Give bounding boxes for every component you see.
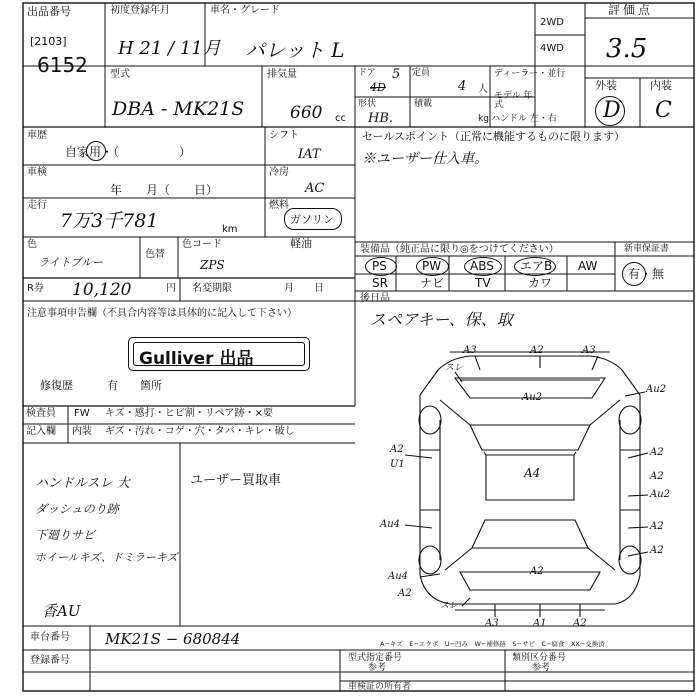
color-label: 色 (27, 239, 37, 250)
first-reg-value: H 21 / 11月 (118, 38, 221, 59)
equipment-label: 装備品（純正品に限り◎をつけてください） (360, 244, 559, 255)
recycle-unit: 円 (166, 283, 176, 294)
capacity-value: 4 (458, 79, 467, 94)
dmg-label: U1 (390, 459, 405, 470)
lot-number: 6152 (37, 53, 88, 77)
airbag-circle (514, 257, 556, 276)
au-note: 香AU (42, 602, 81, 620)
dmg-label: A2 (530, 566, 544, 577)
door-value: 5 (392, 67, 401, 82)
notes-label: 注意事項申告欄（不具合内容等は具体的に記入して下さい） (27, 308, 297, 319)
equip-airbag: エアB (520, 259, 553, 273)
chassis-label: 車台番号 (30, 632, 70, 643)
cert-label: 型式指定番号 (348, 653, 403, 663)
equip-pw: PW (422, 259, 442, 273)
dmg-label: A2 (650, 521, 664, 532)
warranty-label: 新車保証書 (624, 244, 670, 254)
inspector-label-1: 検査員 (26, 408, 56, 419)
dmg-label: Au2 (646, 384, 667, 395)
interior-label: 内装 (650, 79, 672, 92)
color-code-value: ZPS (200, 258, 225, 272)
dmg-label: A2 (650, 471, 664, 482)
recycle-value: 10,120 (72, 280, 132, 300)
aftermarket-label: 後日品 (360, 293, 390, 304)
reg-label: 登録番号 (30, 655, 70, 666)
cert-ref: 参考 (368, 663, 387, 673)
name-change-value: 月 日 (284, 283, 324, 294)
dmg-label: A4 (524, 466, 541, 480)
note-line-2: ダッシュのり跡 (35, 502, 119, 516)
model-label: 車名・グレード (210, 5, 280, 16)
mileage-label: 走行 (27, 200, 47, 211)
inspection-label: 車検 (27, 167, 47, 178)
equip-navi: ナビ (420, 276, 445, 290)
drive-4wd: 4WD (540, 43, 564, 54)
shift-label: シフト (269, 130, 299, 141)
equip-leather: カワ (528, 276, 553, 290)
vehicle-value: 自家用・（ ） (65, 145, 192, 159)
repair-label: 修復歴 (40, 379, 73, 392)
gulliver-logo (128, 337, 310, 371)
score-value: 3.5 (606, 34, 648, 64)
fuel-label: 燃料 (269, 200, 289, 211)
dmg-label: A2 (650, 545, 664, 556)
fuel-gas: ガソリン (290, 213, 334, 226)
dmg-label: A3 (463, 345, 477, 356)
dealer-label: ディーラー・並行 (494, 69, 566, 79)
repair-place: 箇所 (140, 379, 162, 392)
owner-label: 車検証の所有者 (348, 682, 412, 692)
aircon-label: 冷房 (269, 167, 289, 178)
exterior-label: 外装 (595, 79, 617, 92)
displacement-value: 660 (290, 103, 323, 123)
chassis-value: MK21S − 680844 (105, 630, 241, 648)
equip-abs: ABS (470, 259, 494, 273)
dmg-label: A2 (530, 345, 544, 356)
equip-ps: PS (372, 259, 387, 273)
dmg-label: A3 (582, 345, 596, 356)
lot-code: [2103] (30, 35, 67, 48)
note-line-3: 下廻りサビ (35, 528, 96, 542)
inspector-interior: 内装 (72, 426, 92, 437)
recycle-label: R券 (27, 283, 44, 294)
mileage-value: 7万3千781 (60, 210, 159, 232)
dmg-label: Au4 (380, 519, 401, 530)
fuel-diesel: 軽油 (290, 237, 312, 250)
warranty-value: 有・無 (628, 267, 665, 281)
equip-tv: TV (475, 276, 491, 290)
repair-value: 有 (107, 379, 118, 392)
name-change-label: 名変期限 (192, 283, 232, 294)
pw-circle (416, 257, 449, 276)
model-value: パレット L (245, 38, 345, 62)
dmg-label: Au2 (522, 392, 543, 403)
inspector-row-1: キズ・感打・ヒビ割・リペア跡・×要 (105, 408, 273, 419)
door-extra: 4D (370, 81, 386, 94)
dmg-label: A3 (485, 618, 499, 629)
first-reg-label: 初度登録年月 (110, 5, 170, 16)
score-label: 評価点 (608, 3, 654, 17)
interior-grade: C (655, 98, 672, 123)
color-code-label: 色コード (182, 239, 222, 250)
aftermarket-value: スペアキー、保、取 (370, 310, 513, 329)
dmg-label: スレ (445, 363, 464, 373)
dmg-label: Au2 (650, 489, 671, 500)
equip-aw: AW (578, 259, 598, 273)
displacement-label: 排気量 (267, 69, 297, 80)
model-year-label: モデル 年式 (494, 91, 533, 110)
color-change-label: 色替 (145, 249, 165, 260)
class-label: 類別区分番号 (512, 653, 567, 663)
sales-point-label: セールスポイント（正常に機能するものに限ります） (362, 130, 626, 143)
lot-label: 出品番号 (27, 5, 71, 18)
vehicle-label: 車歴 (27, 130, 47, 141)
load-unit: kg (478, 114, 489, 124)
dmg-label: A2 (650, 447, 664, 458)
dmg-label: A2 (573, 618, 587, 629)
damage-legend: A−キズ E−エクボ U−凹み W−補修跡 S−サビ C−腐食 XX−交換済 (380, 640, 605, 648)
class-ref: 参考 (532, 663, 551, 673)
inspector-row-2: ギズ・汚れ・コゲ・穴・タバ・キレ・破し (105, 426, 295, 437)
color-value: ライトブルー (38, 256, 103, 269)
dmg-label: スレ (440, 601, 459, 611)
aircon-value: AC (305, 181, 325, 196)
abs-circle (464, 257, 502, 276)
user-purchase-note: ユーザー買取車 (190, 473, 282, 488)
door-label: ドア (358, 68, 376, 78)
equip-sr: SR (372, 276, 388, 290)
dmg-label: A2 (390, 444, 404, 455)
mileage-unit: km (222, 224, 238, 235)
warranty-yes-circle (622, 262, 646, 286)
handle-label: ハンドル 左・右 (491, 114, 557, 124)
drive-2wd: 2WD (540, 17, 564, 28)
type-value: DBA - MK21S (112, 98, 245, 120)
shape-label: 形状 (358, 99, 377, 109)
type-label: 型式 (110, 69, 130, 80)
shape-value: HB. (368, 111, 394, 126)
inspector-fw: FW (74, 408, 90, 419)
private-use-circle (86, 141, 106, 161)
inspector-label-2: 記入欄 (26, 426, 56, 437)
inspection-value: 年 月（ 日） (110, 183, 219, 197)
displacement-unit: cc (335, 113, 346, 124)
sales-point-value: ※ユーザー仕入車。 (362, 151, 488, 167)
load-label: 積載 (414, 99, 433, 109)
grade-d-circle (595, 96, 625, 126)
capacity-unit: 人 (478, 84, 488, 95)
ps-circle (365, 257, 397, 276)
dmg-label: A1 (533, 618, 547, 629)
gasoline-circle (284, 208, 342, 230)
dmg-label: Au4 (388, 571, 409, 582)
shift-value: IAT (298, 147, 321, 162)
exterior-grade: D (603, 98, 621, 123)
capacity-label: 定員 (412, 68, 431, 78)
dmg-label: A2 (398, 588, 412, 599)
note-line-1: ハンドルスレ 大 (35, 476, 130, 491)
gulliver-logo-text: Gulliver 出品 (139, 349, 254, 369)
note-line-4: ホイールキズ、ドミラーキズ (35, 551, 178, 564)
